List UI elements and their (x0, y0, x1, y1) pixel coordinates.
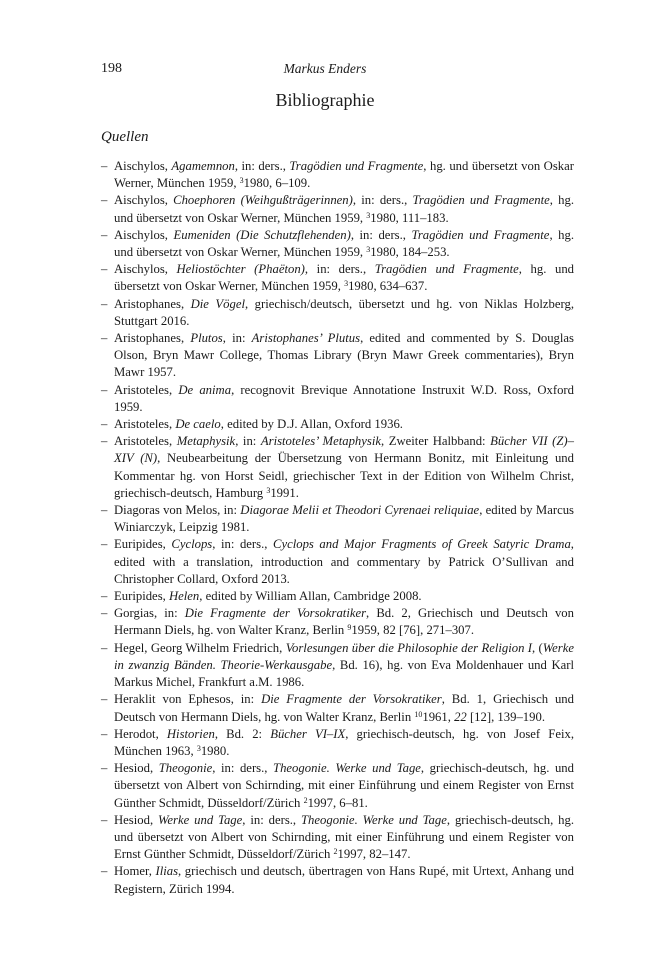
page-number: 198 (101, 61, 122, 76)
entry-text-segment: , griechisch-deutsch, hg. und übersetzt von Albert von Schirnding, mit einer Einführung und einem Register von Ernst Günther Schmidt, Düsseldorf/Zürich (114, 812, 574, 862)
bibliography-entry (101, 812, 574, 864)
entry-dash: – (101, 296, 108, 311)
entry-dash: – (101, 589, 108, 604)
entry-text-segment: , in: ders., (304, 262, 375, 277)
entry-italic-title: Theogonie (158, 761, 213, 776)
entry-text (114, 383, 574, 414)
entry-italic-title: Bücher VI–IX (270, 726, 346, 741)
bibliography-entry (101, 227, 574, 261)
entry-dash: – (101, 761, 108, 776)
entry-text-segment: , griechisch-deutsch, hg. von Josef Feix, München 1963, (114, 726, 574, 758)
entry-text-segment: 1980, 111–183. (370, 210, 449, 225)
bibliography-entry (101, 760, 574, 812)
edition-superscript: 3 (196, 743, 201, 753)
entry-dash: – (101, 331, 108, 346)
entry-italic-title: Historien (166, 726, 215, 741)
entry-text (114, 434, 574, 500)
entry-text-segment: , ( (532, 640, 543, 655)
entry-text-segment: , in: ders., (352, 193, 413, 208)
entry-text-segment: 1961, (422, 709, 455, 724)
entry-italic-title: Heliostöchter (Phaëton) (176, 262, 305, 277)
entry-text-segment: , Bd. 2, Griechisch und Deutsch von Hermann Diels, hg. von Walter Kranz, Berlin (114, 606, 574, 638)
entry-text-segment: Aristoteles, (114, 382, 179, 397)
bibliography-entry (101, 691, 574, 725)
entry-text-segment: , edited by Marcus Winiarczyk, Leipzig 1981. (114, 503, 574, 535)
entry-text-segment: Hegel, Georg Wilhelm Friedrich, (114, 640, 286, 655)
entry-text-segment: , hg. und übersetzt von Oskar Werner, München 1959, (114, 227, 575, 260)
entry-italic-title: Tragödien und Fragmente (374, 262, 519, 277)
entry-text-segment: 1980. (200, 743, 230, 758)
entry-italic-title: Cyclops and Major Fragments of Greek Satyric Drama (272, 537, 571, 552)
bibliography-entry (101, 416, 574, 433)
bibliography-entry (101, 296, 574, 330)
bibliography-entry (101, 192, 574, 226)
entry-italic-title: Theogonie. Werke und Tage (301, 812, 447, 827)
entry-dash: – (101, 193, 108, 208)
entry-italic-title: Die Fragmente der Vorsokratiker (261, 692, 442, 707)
entry-text (114, 297, 574, 328)
bibliography-entry (101, 158, 574, 192)
entry-text (114, 503, 574, 534)
entry-dash: – (101, 382, 108, 397)
bibliography-entry (101, 382, 574, 416)
entry-text-segment: Aristoteles, (114, 434, 177, 449)
entry-text (114, 864, 574, 895)
bibliography-entry (101, 640, 574, 692)
entry-italic-title: Die Vögel (190, 296, 245, 311)
entry-text-segment: Aischylos, (114, 227, 174, 242)
edition-superscript: 3 (344, 279, 349, 289)
bibliography-entry (101, 502, 574, 536)
entry-text-segment: , edited by William Allan, Cambridge 2008. (199, 589, 422, 604)
entry-text (114, 193, 574, 224)
entry-text-segment: , Bd. 2: (214, 726, 271, 741)
entry-text (114, 727, 574, 758)
entry-italic-title: Eumeniden (Die Schutzflehenden) (173, 227, 351, 242)
edition-superscript: 3 (239, 176, 244, 186)
entry-text-segment: Aischylos, (114, 193, 174, 208)
entry-italic-title: Werke und Tage (158, 812, 243, 827)
entry-text (114, 159, 574, 190)
entry-text-segment: [12], 139–190. (466, 709, 545, 724)
entry-text (114, 417, 403, 431)
entry-italic-title: Ilias (155, 864, 179, 879)
bibliography-entry (101, 863, 574, 897)
entry-text-segment: , in: ders., (212, 761, 274, 776)
entry-italic-title: Vorlesungen über die Philosophie der Religion I (285, 640, 533, 655)
entry-italic-title: De caelo (175, 417, 221, 432)
edition-superscript: 3 (266, 485, 271, 495)
entry-italic-title: Tragödien und Fragmente (412, 193, 550, 208)
edition-superscript: 2 (333, 847, 338, 857)
entry-text (114, 761, 574, 809)
bibliography-entry (101, 605, 574, 639)
edition-superscript: 2 (303, 795, 308, 805)
entry-italic-title: Aristophanes’ Plutus (251, 331, 361, 346)
entry-text-segment: , hg. und übersetzt von Oskar Werner, München 1959, (114, 159, 574, 191)
entry-text-segment: , edited with a translation, introduction and commentary by Patrick O’Sullivan and Christopher Collard, Oxford 2013. (114, 537, 574, 586)
entry-text-segment: 1980, 6–109. (243, 176, 311, 191)
entry-text-segment: Aristoteles, (114, 417, 176, 432)
entry-italic-title: Diagorae Melii et Theodori Cyrenaei reliquiae (240, 503, 480, 518)
edition-superscript: 3 (366, 245, 371, 255)
entry-text-segment: , Bd. 1, Griechisch und Deutsch von Hermann Diels, hg. von Walter Kranz, Berlin (114, 692, 574, 724)
section-heading: Quellen (101, 129, 149, 145)
entry-italic-title: Aristoteles’ Metaphysik (260, 434, 381, 449)
bibliography-entry (101, 588, 574, 605)
entry-italic-title: Tragödien und Fragmente (411, 227, 550, 242)
entry-italic-title: Metaphysik (176, 434, 236, 449)
entry-dash: – (101, 864, 108, 879)
page-title: Bibliographie (275, 90, 375, 110)
entry-text-segment: Aischylos, (114, 159, 172, 173)
entry-italic-title: Choephoren (Weihgußträgerinnen) (173, 193, 353, 208)
entry-italic-title: De anima (178, 382, 232, 397)
entry-text-segment: , edited and commented by S. Douglas Olson, Bryn Mawr College, Thomas Library (Bryn Mawr Greek commentaries), Bryn Mawr 1957. (114, 331, 574, 380)
bibliography-entry (101, 536, 574, 588)
entry-text-segment: Aischylos, (114, 262, 177, 277)
entry-text (114, 262, 574, 293)
entry-italic-title: Plutos (190, 331, 223, 346)
entry-text (114, 641, 574, 689)
entry-text-segment: Heraklit von Ephesos, in: (114, 692, 262, 707)
entry-text (114, 589, 422, 603)
entry-text-segment: , edited by D.J. Allan, Oxford 1936. (220, 417, 403, 432)
entry-text-segment: 1959, 82 [76], 271–307. (351, 623, 475, 638)
entry-text-segment: Hesiod, (114, 812, 159, 827)
entry-text-segment: 1980, 634–637. (348, 279, 428, 294)
entry-text-segment: , griechisch-deutsch, hg. und übersetzt von Albert von Schirnding, mit einer Einführung und einem Register von Ernst Günther Schmidt, Düsseldorf/Zürich (114, 761, 574, 810)
entry-text-segment: 1980, 184–253. (370, 245, 450, 260)
entry-text (114, 228, 574, 259)
entry-text-segment: 1991. (270, 485, 299, 500)
entry-dash: – (101, 640, 108, 655)
entry-text-segment: , in: (222, 331, 252, 346)
edition-superscript: 3 (366, 210, 371, 220)
entry-dash: – (101, 812, 108, 827)
entry-text-segment: Gorgias, in: (114, 606, 185, 621)
entry-dash: – (101, 434, 108, 449)
entry-italic-title: Helen (168, 589, 200, 604)
entry-dash: – (101, 692, 108, 707)
entry-text (114, 606, 574, 637)
entry-text-segment: , in: ders., (212, 537, 273, 552)
entry-italic-title: 22 (454, 709, 467, 724)
entry-text-segment: , in: ders., (234, 159, 290, 173)
entry-text-segment: , griechisch und deutsch, übertragen von Hans Rupé, mit Urtext, Anhang und Registern, Zürich 1994. (114, 864, 574, 896)
entry-text-segment: Hesiod, (114, 761, 159, 776)
entry-text-segment: 1997, 82–147. (337, 847, 411, 862)
bibliography-entry (101, 433, 574, 502)
edition-superscript: 10 (414, 709, 423, 719)
entry-italic-title: Cyclops (171, 537, 213, 552)
bibliography-list (101, 158, 574, 898)
entry-text (114, 692, 574, 723)
entry-text-segment: Diagoras von Melos, in: (114, 503, 241, 518)
entry-text-segment: , recognovit Brevique Annotatione Instruxit W.D. Ross, Oxford 1959. (114, 382, 574, 414)
entry-dash: – (101, 726, 108, 741)
entry-dash: – (101, 262, 108, 277)
entry-dash: – (101, 537, 108, 552)
entry-text (114, 537, 574, 585)
entry-text-segment: , in: ders., (242, 812, 301, 827)
entry-dash: – (101, 606, 108, 621)
entry-italic-title: Theogonie. Werke und Tage (273, 761, 421, 776)
entry-text (114, 331, 574, 379)
entry-text-segment: , Bd. 16), hg. von Eva Moldenhauer und Karl Markus Michel, Frankfurt a.M. 1986. (114, 657, 574, 690)
entry-italic-title: Werke in zwanzig Bänden. Theorie-Werkausgabe (114, 640, 575, 672)
entry-text-segment: Aristophanes, (114, 331, 191, 346)
entry-text-segment: Euripides, (114, 537, 172, 552)
entry-text-segment: , hg. und übersetzt von Oskar Werner, München 1959, (114, 193, 575, 225)
entry-italic-title: Agamemnon (171, 159, 235, 173)
entry-text-segment: Euripides, (114, 589, 169, 604)
entry-text-segment: , in: (235, 434, 261, 449)
bibliography-entry (101, 330, 574, 382)
entry-text-segment: , Zweiter Halbband: (381, 434, 491, 449)
entry-text-segment: , Neubearbeitung der Übersetzung von Hermann Bonitz, mit Einleitung und Kommentar hg. von Horst Seidl, griechischer Text in der Edition von Wilhelm Christ, griechisch-deutsch, Hamburg (114, 451, 574, 500)
entry-text-segment: Homer, (114, 864, 156, 879)
entry-italic-title: Bücher VII (Z)–XIV (N) (114, 434, 574, 466)
running-head-author: Markus Enders (283, 61, 367, 76)
entry-dash: – (101, 503, 108, 518)
entry-dash: – (101, 159, 108, 173)
entry-text (114, 813, 574, 861)
entry-italic-title: Tragödien und Fragmente (289, 159, 424, 173)
entry-dash: – (101, 417, 108, 432)
entry-text-segment: , hg. und übersetzt von Oskar Werner, München 1959, (114, 262, 575, 294)
entry-italic-title: Die Fragmente der Vorsokratiker (184, 606, 367, 621)
bibliography-entry (101, 261, 574, 295)
entry-text-segment: Aristophanes, (114, 296, 191, 311)
entry-text-segment: Herodot, (114, 726, 167, 741)
entry-text-segment: , in: ders., (350, 227, 412, 242)
entry-text-segment: 1997, 6–81. (307, 795, 368, 810)
edition-superscript: 9 (347, 623, 352, 633)
entry-text-segment: , griechisch/deutsch, übersetzt und hg. von Niklas Holzberg, Stuttgart 2016. (114, 296, 574, 328)
bibliography-entry (101, 726, 574, 760)
entry-dash: – (101, 227, 108, 242)
